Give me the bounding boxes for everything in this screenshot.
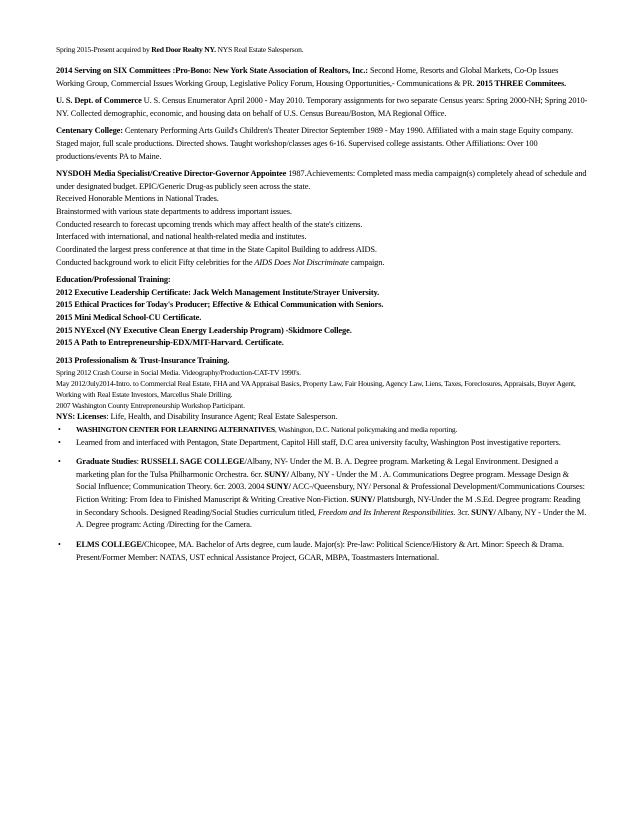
graduate-studies-text: Albany, NY - Under the M. A. Degree program: Acting /Directing for the Camera. <box>76 507 587 530</box>
nysdoh-text: 1987.Achievements: Completed mass media campaign(s) completely ahead of schedule and under designated budget. EPIC/Generic Drug-as publicly seen across the state. <box>56 169 587 191</box>
suny-label: SUNY/ <box>350 495 375 505</box>
professionalism-line: 2007 Washington County Entrepreneurship Workshop Participant. <box>56 401 245 411</box>
intro-suffix: NYS Real Estate Salesperson. <box>215 45 304 54</box>
education-heading: Education/Professional Training: <box>56 275 171 285</box>
nysdoh-campaign-title: AIDS Does Not Discriminate <box>254 257 349 267</box>
elms-college-name: ELMS COLLEGE/ <box>76 539 145 549</box>
committees-heading: 2014 Serving on SIX Committees :Pro-Bono: New York State Association of Realtors, Inc.: <box>56 66 368 75</box>
licenses-line <box>56 411 588 424</box>
centenary-paragraph <box>56 125 588 163</box>
commerce-paragraph <box>56 95 588 120</box>
education-item: 2015 Mini Medical School-CU Certificate. <box>56 312 202 322</box>
nysdoh-line: Brainstormed with various state departments to address important issues. <box>56 207 292 217</box>
education-item: 2015 Ethical Practices for Today's Producer; Effective & Ethical Communication with Seniors. <box>56 300 384 310</box>
committees-paragraph <box>56 65 588 90</box>
education-section <box>56 274 588 350</box>
resume-page <box>56 44 588 564</box>
commerce-text: U. S. Census Enumerator April 2000 - May 2010. Temporary assignments for two separate Census years: Spring 2000-NH; Spring 2010-NY. Collected demographic, economic, and housing data on behalf of U.S. Census Bureau/Boston, MA Regional Office. <box>56 96 588 118</box>
list-item <box>56 539 588 564</box>
centenary-heading: Centenary College: <box>56 126 123 136</box>
nysdoh-paragraph <box>56 168 588 193</box>
committees-tail: 2015 THREE Commitees. <box>476 78 567 88</box>
education-item: 2015 NYExcel (NY Executive Clean Energy Leadership Program) -Skidmore College. <box>56 325 352 335</box>
nysdoh-last-prefix: Conducted background work to elicit Fifty celebrities for the <box>56 257 255 267</box>
list-item <box>56 437 588 450</box>
bullet-icon: • <box>58 425 61 435</box>
graduate-studies-text: Albany, NY - Under the M . A. Communications Degree program. Message Design & Social Influence; Communication Theory. 6cr. 2003. 2004 <box>76 469 570 492</box>
bullet-icon: • <box>58 437 61 447</box>
graduate-studies-text: ACC-/Queensbury, NY/ Personal & Professional Development/Communications Courses: Fiction Writing: From Idea to Finished Manuscript & Writing Creative Non-Fiction. <box>76 482 585 505</box>
washington-center-name: WASHINGTON CENTER FOR LEARNING ALTERNATIVES <box>76 425 275 435</box>
suny-label: SUNY/ <box>471 507 496 517</box>
nysdoh-line: Received Honorable Mentions in National Trades. <box>56 194 219 204</box>
curriculum-title: Freedom and Its Inherent Responsibilities. <box>317 507 456 517</box>
washington-center-text: , Washington, D.C. National policymaking and media reporting. <box>274 425 458 435</box>
licenses-heading: NYS: Licenses <box>56 412 107 422</box>
graduate-studies-colon: : <box>136 457 141 467</box>
interfaced-text: Learned from and interfaced with Pentagon, State Department, Capitol Hill staff, D.C area university faculty, Washington Post investigative reporters. <box>76 437 561 447</box>
elms-college-text: Chicopee, MA. Bachelor of Arts degree, cum laude. Major(s): Pre-law: Political Science/History & Art. Minor: Speech & Drama. Present/Former Member: NATAS, UST echnical Assistance Project, GCAR, MBPA, Toastmasters International. <box>76 539 564 562</box>
intro-company: Red Door Realty NY. <box>151 45 216 54</box>
professionalism-section <box>56 355 588 412</box>
nysdoh-line: Interfaced with international, and national health-related media and institutes. <box>56 232 307 242</box>
bullet-icon: • <box>58 457 61 467</box>
centenary-text: Centenary Performing Arts Guild's Children's Theater Director September 1989 - May 1990. Affiliated with a main stage Equity company. Staged major, full scale productions. Directed shows. Taught workshop/classes ages 6-16. Supervised college assistants. Other Affiliations: Over 100 productions/events PA to Maine. <box>56 126 574 161</box>
licenses-text: : Life, Health, and Disability Insurance Agent; Real Estate Salesperson. <box>106 412 338 422</box>
nysdoh-line: Coordinated the largest press conference at that time in the State Capitol Building to address AIDS. <box>56 244 377 254</box>
professionalism-line: May 2012/July2014-Intro. to Commercial Real Estate, FHA and VA Appraisal Basics, Property Law, Fair Housing, Agency Law, Liens, Taxes, Foreclosures, Appraisals, Buyer Agent, Working with Real Estate Investors, Marcellus Shale Drilling. <box>56 379 576 400</box>
graduate-studies-text: 3cr. <box>455 507 472 517</box>
intro-line <box>56 44 588 55</box>
committees-text: Second Home, Resorts and Global Markets, Co-Op Issues Working Group, Commercial Issues Working Group, Legislative Policy Forum, Housing Opportunities,- Communications & PR. <box>56 66 559 88</box>
bullet-icon: • <box>58 539 61 549</box>
suny-label: SUNY/ <box>266 482 291 492</box>
professionalism-heading: 2013 Professionalism & Trust-Insurance Training. <box>56 355 230 365</box>
nysdoh-last-suffix: campaign. <box>348 257 385 267</box>
list-item <box>56 424 588 437</box>
professionalism-line: Spring 2012 Crash Course in Social Media. Videography/Production-CAT-TV 1990's. <box>56 368 301 378</box>
suny-label: SUNY/ <box>264 469 289 479</box>
intro-prefix: Spring 2015-Present acquired by <box>56 45 152 54</box>
education-item: 2015 A Path to Entrepreneurship-EDX/MIT-Harvard. Certificate. <box>56 338 284 348</box>
nysdoh-heading: NYSDOH Media Specialist/Creative Director-Governor Appointee <box>56 169 287 179</box>
nysdoh-section <box>56 168 588 269</box>
list-item <box>56 456 588 532</box>
education-item: 2012 Executive Leadership Certificate: Jack Welch Management Institute/Strayer University. <box>56 287 380 297</box>
graduate-studies-text: /Albany, NY- Under the M. B. A. Degree program. Marketing & Legal Environment. Designed a marketing plan for the Tulsa Philharmonic Orchestra. 6cr. <box>76 457 559 479</box>
russell-sage-name: RUSSELL SAGE COLLEGE <box>140 457 245 467</box>
commerce-heading: U. S. Dept. of Commerce <box>56 96 142 106</box>
nysdoh-line: Conducted research to forecast upcoming trends which may affect health of the state's citizens. <box>56 219 363 229</box>
graduate-studies-text: Plattsburgh, NY-Under the M .S.Ed. Degree program: Reading in Secondary Schools. Designed Reading/Social Studies curriculum titled, <box>76 495 581 517</box>
graduate-studies-label: Graduate Studies <box>76 457 137 467</box>
bullet-list <box>56 424 588 564</box>
nysdoh-last-line <box>56 257 588 270</box>
